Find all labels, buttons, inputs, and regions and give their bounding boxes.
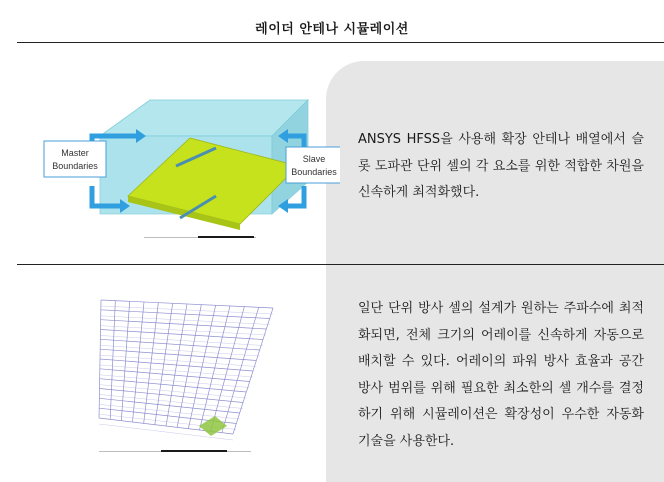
scale-bar-fill <box>198 236 254 238</box>
slave-label-line2: Boundaries <box>291 167 337 177</box>
master-label-line1: Master <box>61 148 89 158</box>
master-label-line2: Boundaries <box>52 161 98 171</box>
slave-label-line1: Slave <box>302 154 326 164</box>
scale-bar-fill-2 <box>161 450 227 452</box>
grid-column-line <box>155 303 173 424</box>
page-title: 레이더 안테나 시뮬레이션 <box>255 22 409 37</box>
array-grid <box>99 300 273 440</box>
section-divider <box>17 264 664 265</box>
unit-cell-figure <box>40 96 340 244</box>
box-top-face <box>100 100 308 136</box>
grid-row-depth-line <box>101 306 273 314</box>
master-label-box <box>44 141 106 177</box>
paragraph-unit-cell: ANSYS HFSS을 사용해 확장 안테나 배열에서 슬롯 도파관 단위 셀의 각 요소를 위한 적합한 차원을 신속하게 최적화했다. <box>358 132 644 200</box>
paragraph-array: 일단 단위 방사 셀의 설계가 원하는 주파수에 최적화되면, 전체 크기의 어레이를 신속하게 자동으로 배치할 수 있다. 어레이의 파워 방사 효율과 공간 방사 범위를 위해 필요한 최소한의 셀 개수를 결정하기 위해 시뮬레이션은 확장성이 우수한 자동화 기술을 사용한다. <box>358 301 644 449</box>
array-grid-figure <box>95 292 285 458</box>
slave-label-box <box>286 147 340 183</box>
title-divider <box>17 42 664 43</box>
grid-row-depth-line <box>101 336 264 346</box>
grid-row-depth-line <box>101 326 267 335</box>
grid-column-line <box>144 303 159 424</box>
grid-column-line <box>166 304 187 426</box>
